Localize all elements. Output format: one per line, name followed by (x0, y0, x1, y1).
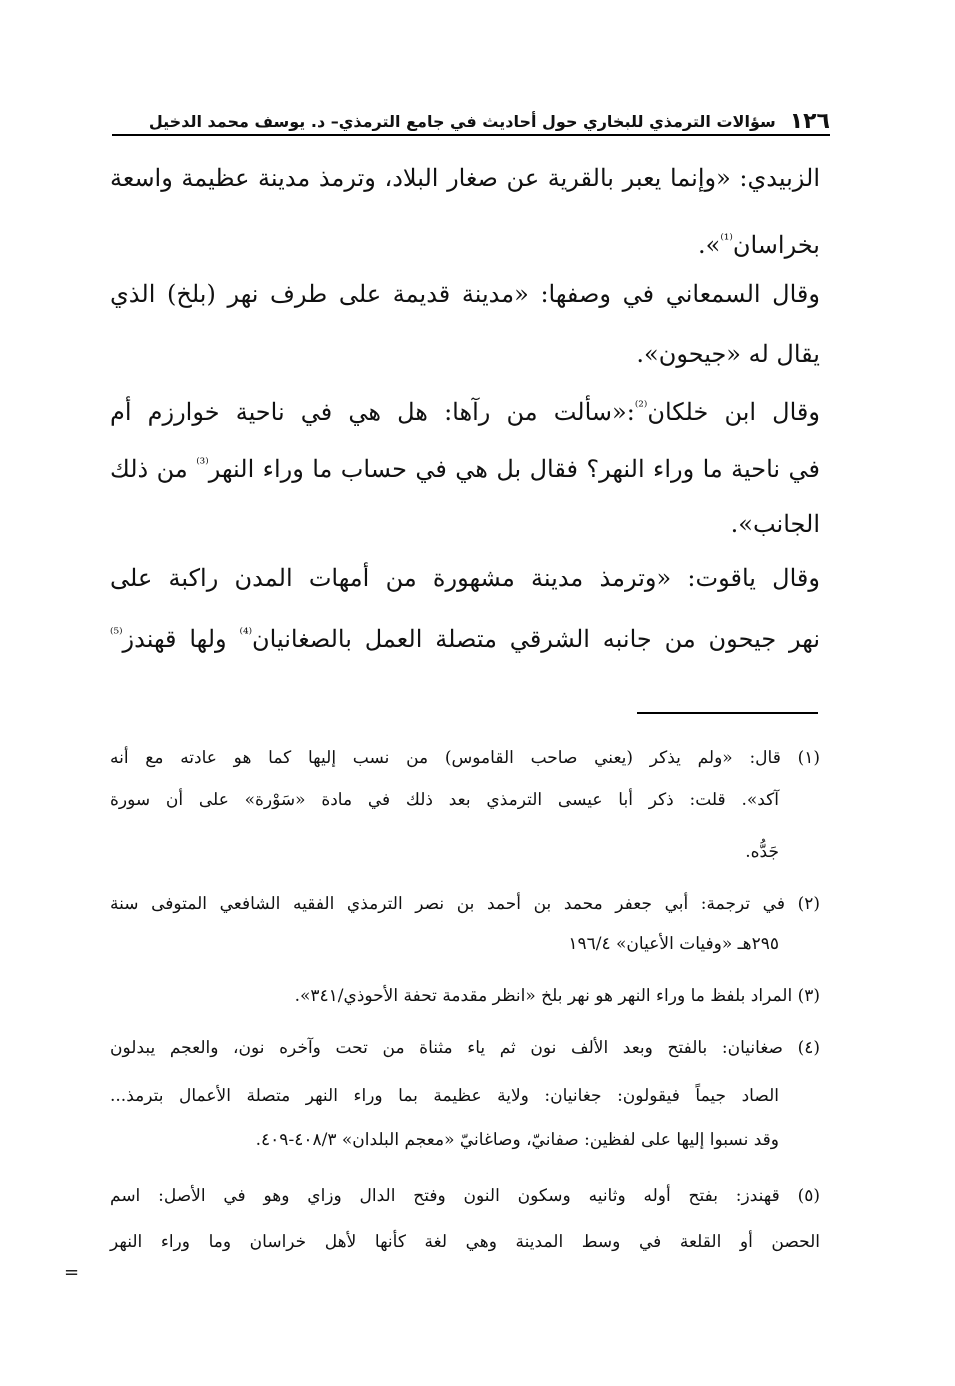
running-title: سؤالات الترمذي للبخاري حول أحاديث في جامع الترمذي– د. يوسف محمد الدخيل (148, 112, 776, 131)
footnote-separator (637, 712, 818, 714)
body-text: من ذلك (110, 455, 197, 483)
footnote-1-line-2: آكد». قلت: ذكر أبا عيسى الترمذي بعد ذلك في مادة «سَوْرة» على أن سورة (110, 790, 779, 810)
body-line-2 (110, 222, 820, 263)
body-line-4: يقال له «جيحون». (636, 340, 820, 368)
footnote-2-line-2: ٢٩٥هـ «وفيات الأعيان» ١٩٦/٤ (568, 934, 779, 954)
footnote-3-line-1: (٣) المراد بلفظ ما وراء النهر هو نهر بلخ «انظر مقدمة تحفة الأحوذي/٣٤١». (294, 986, 820, 1006)
footnote-ref-4: ⁽⁴⁾ (239, 626, 253, 642)
footnote-5-line-1: (٥) قهندز: بفتح أوله وثانيه وسكون النون وفتح الدال وزاي وهو في الأصل: اسم (110, 1186, 820, 1206)
body-text: :«سألت من رآها: هل هي في ناحية خوارزم أم (110, 398, 635, 426)
body-line-1: الزبيدي: «وإنما يعبر بالقرية عن صغار البلاد، وترمذ مدينة عظيمة واسعة (110, 164, 820, 192)
footnote-1-line-3: جَدُّه. (745, 842, 779, 862)
body-text: بخراسان (732, 231, 820, 259)
body-line-8: وقال ياقوت: «وترمذ مدينة مشهورة من أمهات المدن راكبة على (110, 564, 820, 592)
footnote-4-line-2: الصاد جيماً فيقولون: جغانيان: ولاية عظيمة بما وراء النهر متصلة الأعمال بترمذ... (110, 1086, 779, 1106)
footnote-4-line-3: وقد نسبوا إليها على لفظين: صفانيّ، وصاغانيّ «معجم البلدان» ٤٠٨/٣-٤٠٩. (255, 1130, 779, 1150)
footnote-1-line-1: (١) قال: «ولم يذكر (يعني صاحب القاموس) من نسب إليها كما هو عادته مع أنه (110, 748, 820, 768)
footnote-4-line-1: (٤) صغانيان: بالفتح وبعد الألف نون ثم ياء مثناة من تحت وآخره نون، والعجم يبدلون (110, 1038, 820, 1058)
body-text: في ناحية ما وراء النهر؟ فقال بل هي في حساب ما وراء النهر (208, 455, 820, 483)
body-line-9 (110, 616, 820, 657)
footnote-5-line-2: الحصن أو القلعة في وسط المدينة وهي لغة كأنها لأهل خراسان وما وراء النهر (110, 1232, 820, 1252)
body-line-7: الجانب». (730, 510, 820, 538)
body-line-5 (110, 389, 820, 430)
body-text: نهر جيحون من جانبه الشرقي متصلة العمل بالصغانيان (252, 625, 820, 653)
footnote-ref-2: ⁽²⁾ (634, 399, 648, 415)
body-line-6 (110, 446, 820, 487)
page-header (112, 100, 830, 136)
margin-mark: = (64, 1262, 80, 1283)
body-text: وقال ابن خلكان (647, 398, 820, 426)
body-line-3: وقال السمعاني في وصفها: «مدينة قديمة على طرف نهر (بلخ) الذي (110, 280, 820, 308)
body-text: ». (698, 231, 721, 259)
body-text: ولها قهندز (122, 625, 240, 653)
footnote-ref-1: ⁽¹⁾ (720, 232, 733, 248)
footnote-ref-3: ⁽³⁾ (196, 456, 209, 472)
page-number: ١٢٦ (789, 109, 830, 134)
footnote-2-line-1: (٢) في ترجمة: أبي جعفر محمد بن أحمد بن نصر الترمذي الفقيه الشافعي المتوفى سنة (110, 894, 820, 914)
footnote-ref-5: ⁽⁵⁾ (110, 626, 123, 642)
